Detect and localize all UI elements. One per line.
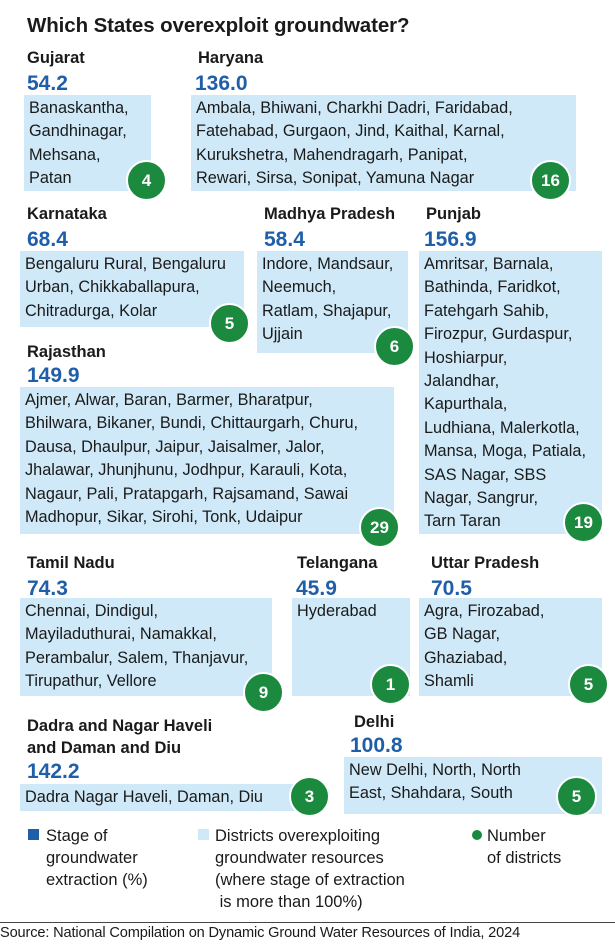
district-line: New Delhi, North, North <box>349 761 521 779</box>
district-line: Bhilwara, Bikaner, Bundi, Chittaurgarh, Churu, <box>25 414 359 433</box>
district-count-badge: 3 <box>289 776 330 817</box>
districts-box <box>20 387 394 534</box>
chart-title: Which States overexploit groundwater? <box>27 14 410 37</box>
district-line: Nagar, Sangrur, <box>424 489 539 508</box>
district-line: Ambala, Bhiwani, Charkhi Dadri, Faridabad, <box>196 99 513 117</box>
district-line: Firozpur, Gurdaspur, <box>424 325 573 344</box>
district-line: Agra, Firozabad, <box>424 602 545 620</box>
district-line: Urban, Chikkaballapura, <box>25 278 200 297</box>
district-line: Madhopur, Sikar, Sirohi, Tonk, Udaipur <box>25 508 303 527</box>
extraction-value: 74.3 <box>27 577 68 600</box>
districts-legend-text <box>215 825 405 913</box>
district-line: Bathinda, Faridkot, <box>424 278 561 297</box>
district-line: Mehsana, <box>29 145 101 164</box>
state-name: Gujarat <box>27 49 85 67</box>
districts-legend-line: is more than 100%) <box>215 893 363 911</box>
district-line: Banaskantha, <box>29 99 129 117</box>
district-count-badge: 9 <box>243 672 284 713</box>
district-line: Chitradurga, Kolar <box>25 301 158 320</box>
district-line: SAS Nagar, SBS <box>424 465 547 484</box>
number-legend-line: Number <box>487 827 546 845</box>
district-line: Tirupathur, Vellore <box>25 672 157 691</box>
state-name: Telangana <box>297 554 378 572</box>
district-line: Patan <box>29 169 72 188</box>
state-name: Madhya Pradesh <box>264 205 396 223</box>
districts-box <box>419 251 602 534</box>
state-name: Tamil Nadu <box>27 554 115 572</box>
district-line: Nagaur, Pali, Pratapgarh, Rajsamand, Sawai <box>25 484 349 503</box>
extraction-value: 100.8 <box>350 734 403 757</box>
extraction-value: 58.4 <box>264 228 305 251</box>
district-line: Shamli <box>424 672 474 691</box>
state-name: Karnataka <box>27 205 107 223</box>
stage-legend-line: groundwater <box>46 849 138 867</box>
district-line: Indore, Mandsaur, <box>262 255 394 273</box>
source-note: Source: National Compilation on Dynamic Ground Water Resources of India, 2024 <box>0 922 615 941</box>
extraction-value: 149.9 <box>27 364 80 387</box>
district-line: East, Shahdara, South <box>349 784 513 803</box>
district-count-badge: 29 <box>359 507 400 548</box>
stage-legend-text <box>46 825 148 891</box>
district-line: Rewari, Sirsa, Sonipat, Yamuna Nagar <box>196 169 475 188</box>
district-line: Hoshiarpur, <box>424 348 508 367</box>
district-count-badge: 6 <box>374 326 415 367</box>
district-count-badge: 5 <box>209 303 250 344</box>
district-count-badge: 5 <box>568 664 609 705</box>
district-count-badge: 1 <box>370 664 411 705</box>
extraction-value: 136.0 <box>195 72 248 95</box>
stage-legend-square <box>28 829 39 840</box>
state-name <box>27 715 212 759</box>
district-line: Mansa, Moga, Patiala, <box>424 442 586 461</box>
district-count-badge: 5 <box>556 776 597 817</box>
districts-box <box>20 784 305 811</box>
district-line: Kapurthala, <box>424 395 508 414</box>
stage-legend-line: Stage of <box>46 827 108 845</box>
extraction-value: 68.4 <box>27 228 68 251</box>
districts-box <box>20 598 272 696</box>
stage-legend-line: extraction (%) <box>46 871 148 889</box>
state-name: Rajasthan <box>27 343 106 361</box>
extraction-value: 54.2 <box>27 72 68 95</box>
district-count-badge: 16 <box>530 160 571 201</box>
district-line: Ujjain <box>262 325 303 344</box>
district-line: Fatehgarh Sahib, <box>424 301 549 320</box>
district-line: Amritsar, Barnala, <box>424 255 554 273</box>
district-line: GB Nagar, <box>424 625 501 644</box>
extraction-value: 156.9 <box>424 228 477 251</box>
state-name: Delhi <box>354 713 395 731</box>
district-line: Neemuch, <box>262 278 337 297</box>
district-line: Bengaluru Rural, Bengaluru <box>25 255 226 273</box>
district-line: Ajmer, Alwar, Baran, Barmer, Bharatpur, <box>25 391 313 409</box>
district-line: Jhalawar, Jhunjhunu, Jodhpur, Karauli, Kota, <box>25 461 348 480</box>
district-line: Gandhinagar, <box>29 122 127 141</box>
state-name: Haryana <box>198 49 264 67</box>
extraction-value: 45.9 <box>296 577 337 600</box>
state-name-line: Dadra and Nagar Haveli <box>27 717 213 735</box>
district-line: Dadra Nagar Haveli, Daman, Diu <box>25 788 263 806</box>
district-count-badge: 19 <box>563 502 604 543</box>
districts-legend-line: (where stage of extraction <box>215 871 405 889</box>
districts-legend-square <box>198 829 209 840</box>
districts-box <box>191 95 576 191</box>
number-legend-dot <box>472 830 482 840</box>
district-line: Fatehabad, Gurgaon, Jind, Kaithal, Karnal, <box>196 122 505 141</box>
extraction-value: 70.5 <box>431 577 472 600</box>
state-name-line: and Daman and Diu <box>27 739 182 757</box>
district-line: Perambalur, Salem, Thanjavur, <box>25 648 249 667</box>
district-line: Tarn Taran <box>424 512 501 531</box>
number-legend-line: of districts <box>487 849 562 867</box>
district-line: Hyderabad <box>297 602 377 620</box>
districts-legend-line: Districts overexploiting <box>215 827 381 845</box>
number-legend-text <box>487 825 561 869</box>
extraction-value: 142.2 <box>27 760 80 783</box>
district-line: Ghaziabad, <box>424 648 508 667</box>
district-line: Chennai, Dindigul, <box>25 602 159 620</box>
district-line: Dausa, Dhaulpur, Jaipur, Jaisalmer, Jalor, <box>25 437 325 456</box>
districts-legend-line: groundwater resources <box>215 849 384 867</box>
state-name: Uttar Pradesh <box>431 554 540 572</box>
district-line: Mayiladuthurai, Namakkal, <box>25 625 217 644</box>
district-line: Ratlam, Shajapur, <box>262 301 392 320</box>
district-line: Jalandhar, <box>424 372 500 391</box>
district-line: Ludhiana, Malerkotla, <box>424 418 580 437</box>
state-name: Punjab <box>426 205 482 223</box>
district-line: Kurukshetra, Mahendragarh, Panipat, <box>196 145 468 164</box>
district-count-badge: 4 <box>126 160 167 201</box>
